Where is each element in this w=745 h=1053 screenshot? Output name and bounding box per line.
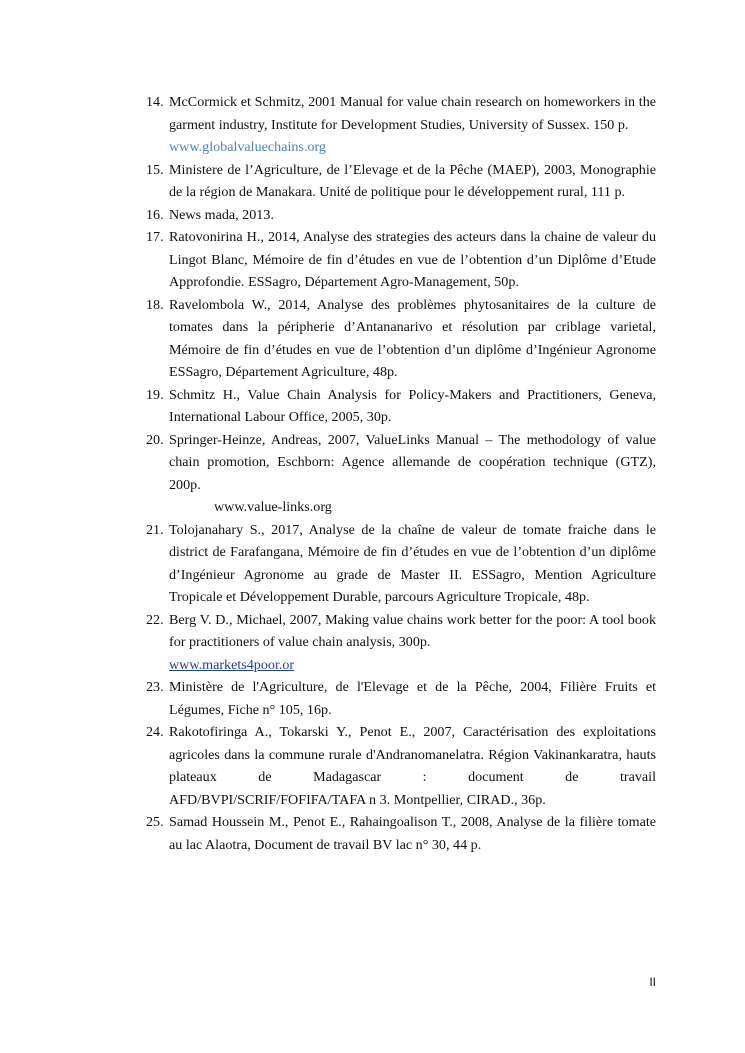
reference-text: Schmitz H., Value Chain Analysis for Policy-Makers and Practitioners, Geneva, International Labour Office, 2005, 30p. bbox=[169, 386, 656, 425]
reference-link[interactable]: www.markets4poor.or bbox=[169, 656, 295, 673]
reference-text: Ministère de l'Agriculture, de l'Elevage et de la Pêche, 2004, Filière Fruits et Légumes, Fiche n° 105, 16p. bbox=[169, 679, 656, 718]
reference-text: Ratovonirina H., 2014, Analyse des strategies des acteurs dans la chaine de valeur du Lingot Blanc, Mémoire de fin d’études en vue de l’obtention d’un Diplôme d’Etude Approfondie. ESSagro, Département Agro-Management, 50p. bbox=[169, 229, 656, 290]
reference-item bbox=[146, 91, 656, 159]
reference-number: 24. bbox=[146, 724, 164, 740]
reference-number: 18. bbox=[146, 296, 164, 313]
reference-item bbox=[146, 721, 656, 811]
reference-item bbox=[146, 294, 656, 384]
reference-list bbox=[146, 91, 656, 856]
reference-text-tail: AFD/BVPI/SCRIF/FOFIFA/TAFA n 3. Montpellier, CIRAD., 36p. bbox=[169, 791, 546, 808]
reference-text: Samad Houssein M., Penot E., Rahaingoalison T., 2008, Analyse de la filière tomate au lac Alaotra, Document de travail BV lac n° 30, 44 p. bbox=[169, 814, 656, 853]
page-number: II bbox=[649, 975, 656, 989]
reference-item bbox=[146, 609, 656, 677]
reference-number: 14. bbox=[146, 94, 164, 110]
reference-number: 20. bbox=[146, 431, 164, 448]
reference-item bbox=[146, 519, 656, 609]
reference-number: 25. bbox=[146, 814, 164, 830]
reference-number: 16. bbox=[146, 206, 164, 223]
reference-item bbox=[146, 676, 656, 721]
reference-text: Ravelombola W., 2014, Analyse des problèmes phytosanitaires de la culture de tomates dans la péripherie d’Antananarivo et résolution par criblage varietal, Mémoire de fin d’études en vue de l’obtention d’un diplôme d’Ingénieur Agronome ESSagro, Département Agriculture, 48p. bbox=[169, 296, 656, 380]
reference-text: McCormick et Schmitz, 2001 Manual for value chain research on homeworkers in the garment industry, Institute for Development Studies, University of Sussex. 150 p. bbox=[169, 94, 656, 133]
reference-number: 21. bbox=[146, 521, 164, 538]
reference-item bbox=[146, 204, 656, 227]
reference-item bbox=[146, 384, 656, 429]
reference-text: News mada, 2013. bbox=[169, 206, 274, 223]
reference-number: 23. bbox=[146, 679, 164, 695]
reference-url: www.value-links.org bbox=[214, 499, 332, 515]
reference-text: Ministere de l’Agriculture, de l’Elevage et de la Pêche (MAEP), 2003, Monographie de la région de Manakara. Unité de politique pour le développement rural, 111 p. bbox=[169, 161, 656, 200]
reference-number: 22. bbox=[146, 611, 164, 628]
reference-item bbox=[146, 429, 656, 519]
reference-item bbox=[146, 811, 656, 856]
reference-number: 15. bbox=[146, 161, 164, 178]
reference-item bbox=[146, 226, 656, 294]
reference-text: Rakotofiringa A., Tokarski Y., Penot E., 2007, Caractérisation des exploitations agricoles dans la commune rurale d'Andranomanelatra. Région Vakinankaratra, hauts plateaux de Madagascar : document de travail bbox=[169, 724, 656, 785]
reference-text: Berg V. D., Michael, 2007, Making value chains work better for the poor: A tool book for practitioners of value chain analysis, 300p. bbox=[169, 611, 656, 650]
reference-number: 17. bbox=[146, 229, 164, 245]
reference-number: 19. bbox=[146, 386, 164, 403]
reference-url: www.globalvaluechains.org bbox=[169, 139, 326, 155]
reference-text: Springer-Heinze, Andreas, 2007, ValueLinks Manual – The methodology of value chain promotion, Eschborn: Agence allemande de coopération technique (GTZ), 200p. bbox=[169, 431, 656, 493]
reference-text: Tolojanahary S., 2017, Analyse de la chaîne de valeur de tomate fraiche dans le district de Farafangana, Mémoire de fin d’études en vue de l’obtention d’un diplôme d’Ingénieur Agronome au grade de Master II. ESSagro, Mention Agriculture Tropicale et Développement Durable, parcours Agriculture Tropicale, 48p. bbox=[169, 521, 656, 605]
reference-item bbox=[146, 159, 656, 204]
